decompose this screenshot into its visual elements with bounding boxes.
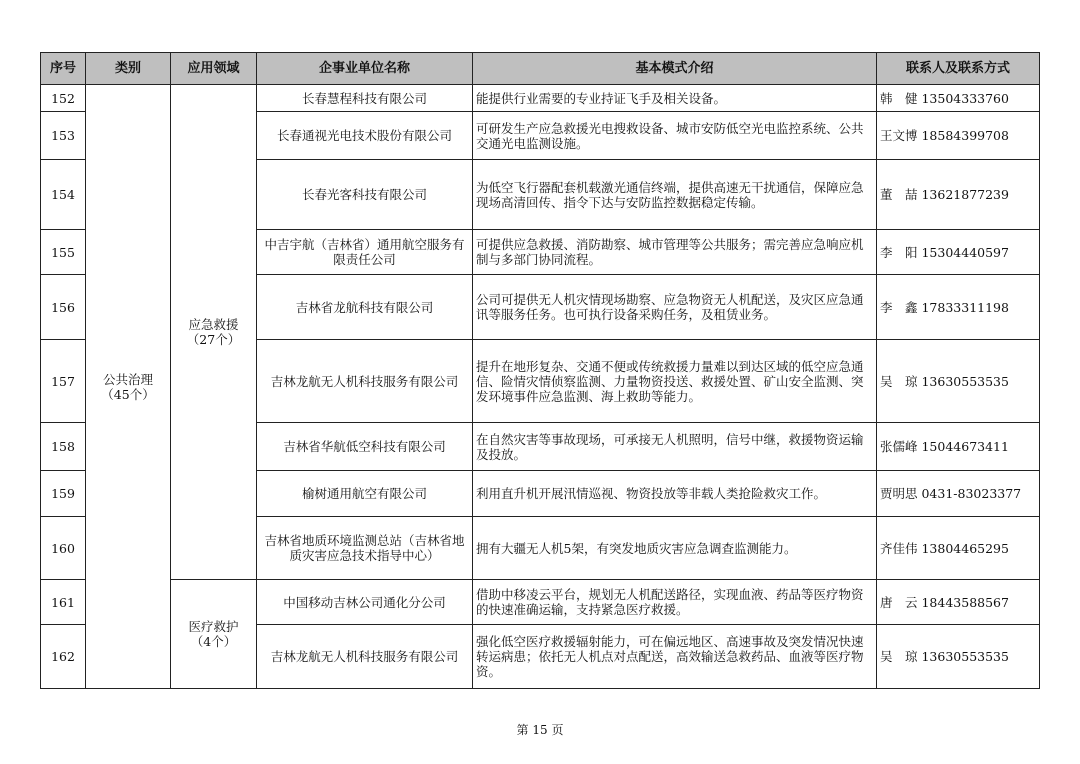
field-count: （4个） <box>190 634 237 649</box>
seq-cell: 152 <box>41 85 86 112</box>
data-table <box>40 52 1040 689</box>
model-cell: 利用直升机开展汛情巡视、物资投放等非载人类抢险救灾工作。 <box>473 471 877 517</box>
model-cell: 拥有大疆无人机5架，有突发地质灾害应急调查监测能力。 <box>473 517 877 580</box>
contact-cell: 齐佳伟 13804465295 <box>877 517 1040 580</box>
contact-cell: 张儒峰 15044673411 <box>877 423 1040 471</box>
seq-cell: 161 <box>41 580 86 625</box>
contact-cell: 董 喆 13621877239 <box>877 160 1040 230</box>
company-cell: 中国移动吉林公司通化分公司 <box>257 580 473 625</box>
model-cell: 提升在地形复杂、交通不便或传统救援力量难以到达区域的低空应急通信、险情灾情侦察监测、力量物资投送、救援处置、矿山安全监测、突发环境事件应急监测、海上救助等能力。 <box>473 340 877 423</box>
contact-cell: 吴 琼 13630553535 <box>877 625 1040 689</box>
seq-cell: 158 <box>41 423 86 471</box>
contact-cell: 吴 琼 13630553535 <box>877 340 1040 423</box>
company-cell: 吉林龙航无人机科技服务有限公司 <box>257 625 473 689</box>
category-cell <box>86 85 171 689</box>
seq-cell: 157 <box>41 340 86 423</box>
field-cell-medical <box>171 580 257 689</box>
company-cell: 中吉宇航（吉林省）通用航空服务有限责任公司 <box>257 230 473 275</box>
contact-cell: 王文博 18584399708 <box>877 112 1040 160</box>
company-cell: 长春慧程科技有限公司 <box>257 85 473 112</box>
company-cell: 长春通视光电技术股份有限公司 <box>257 112 473 160</box>
model-cell: 公司可提供无人机灾情现场勘察、应急物资无人机配送，及灾区应急通讯等服务任务。也可执行设备采购任务，及租赁业务。 <box>473 275 877 340</box>
company-cell: 吉林龙航无人机科技服务有限公司 <box>257 340 473 423</box>
contact-cell: 贾明思 0431-83023377 <box>877 471 1040 517</box>
header-field: 应用领域 <box>171 53 257 85</box>
header-seq: 序号 <box>41 53 86 85</box>
seq-cell: 155 <box>41 230 86 275</box>
model-cell: 可研发生产应急救援光电搜救设备、城市安防低空光电监控系统、公共交通光电监测设施。 <box>473 112 877 160</box>
model-cell: 借助中移凌云平台，规划无人机配送路径，实现血液、药品等医疗物资的快速准确运输，支持紧急医疗救援。 <box>473 580 877 625</box>
contact-cell: 李 鑫 17833311198 <box>877 275 1040 340</box>
contact-cell: 唐 云 18443588567 <box>877 580 1040 625</box>
seq-cell: 159 <box>41 471 86 517</box>
company-cell: 吉林省地质环境监测总站（吉林省地质灾害应急技术指导中心） <box>257 517 473 580</box>
model-cell: 可提供应急救援、消防勘察、城市管理等公共服务；需完善应急响应机制与多部门协同流程。 <box>473 230 877 275</box>
table-row <box>41 580 1040 625</box>
header-model: 基本模式介绍 <box>473 53 877 85</box>
page-number: 第 15 页 <box>516 723 564 737</box>
company-cell: 吉林省华航低空科技有限公司 <box>257 423 473 471</box>
company-cell: 长春光客科技有限公司 <box>257 160 473 230</box>
field-cell-emergency <box>171 85 257 580</box>
header-contact: 联系人及联系方式 <box>877 53 1040 85</box>
seq-cell: 162 <box>41 625 86 689</box>
model-cell: 强化低空医疗救援辐射能力，可在偏远地区、高速事故及突发情况快速转运病患；依托无人机点对点配送，高效输送急救药品、血液等医疗物资。 <box>473 625 877 689</box>
model-cell: 能提供行业需要的专业持证飞手及相关设备。 <box>473 85 877 112</box>
field-label: 应急救援 <box>188 317 239 332</box>
table-header-row <box>41 53 1040 85</box>
header-category: 类别 <box>86 53 171 85</box>
category-count: （45个） <box>101 386 155 402</box>
seq-cell: 153 <box>41 112 86 160</box>
model-cell: 为低空飞行器配套机载激光通信终端，提供高速无干扰通信，保障应急现场高清回传、指令下达与安防监控数据稳定传输。 <box>473 160 877 230</box>
model-cell: 在自然灾害等事故现场，可承接无人机照明，信号中继，救援物资运输及投放。 <box>473 423 877 471</box>
seq-cell: 156 <box>41 275 86 340</box>
field-count: （27个） <box>186 332 241 347</box>
category-label: 公共治理 <box>102 371 153 387</box>
table-row <box>41 85 1040 112</box>
company-cell: 榆树通用航空有限公司 <box>257 471 473 517</box>
field-label: 医疗救护 <box>188 619 239 634</box>
header-company: 企事业单位名称 <box>257 53 473 85</box>
seq-cell: 154 <box>41 160 86 230</box>
seq-cell: 160 <box>41 517 86 580</box>
company-cell: 吉林省龙航科技有限公司 <box>257 275 473 340</box>
contact-cell: 韩 健 13504333760 <box>877 85 1040 112</box>
contact-cell: 李 阳 15304440597 <box>877 230 1040 275</box>
